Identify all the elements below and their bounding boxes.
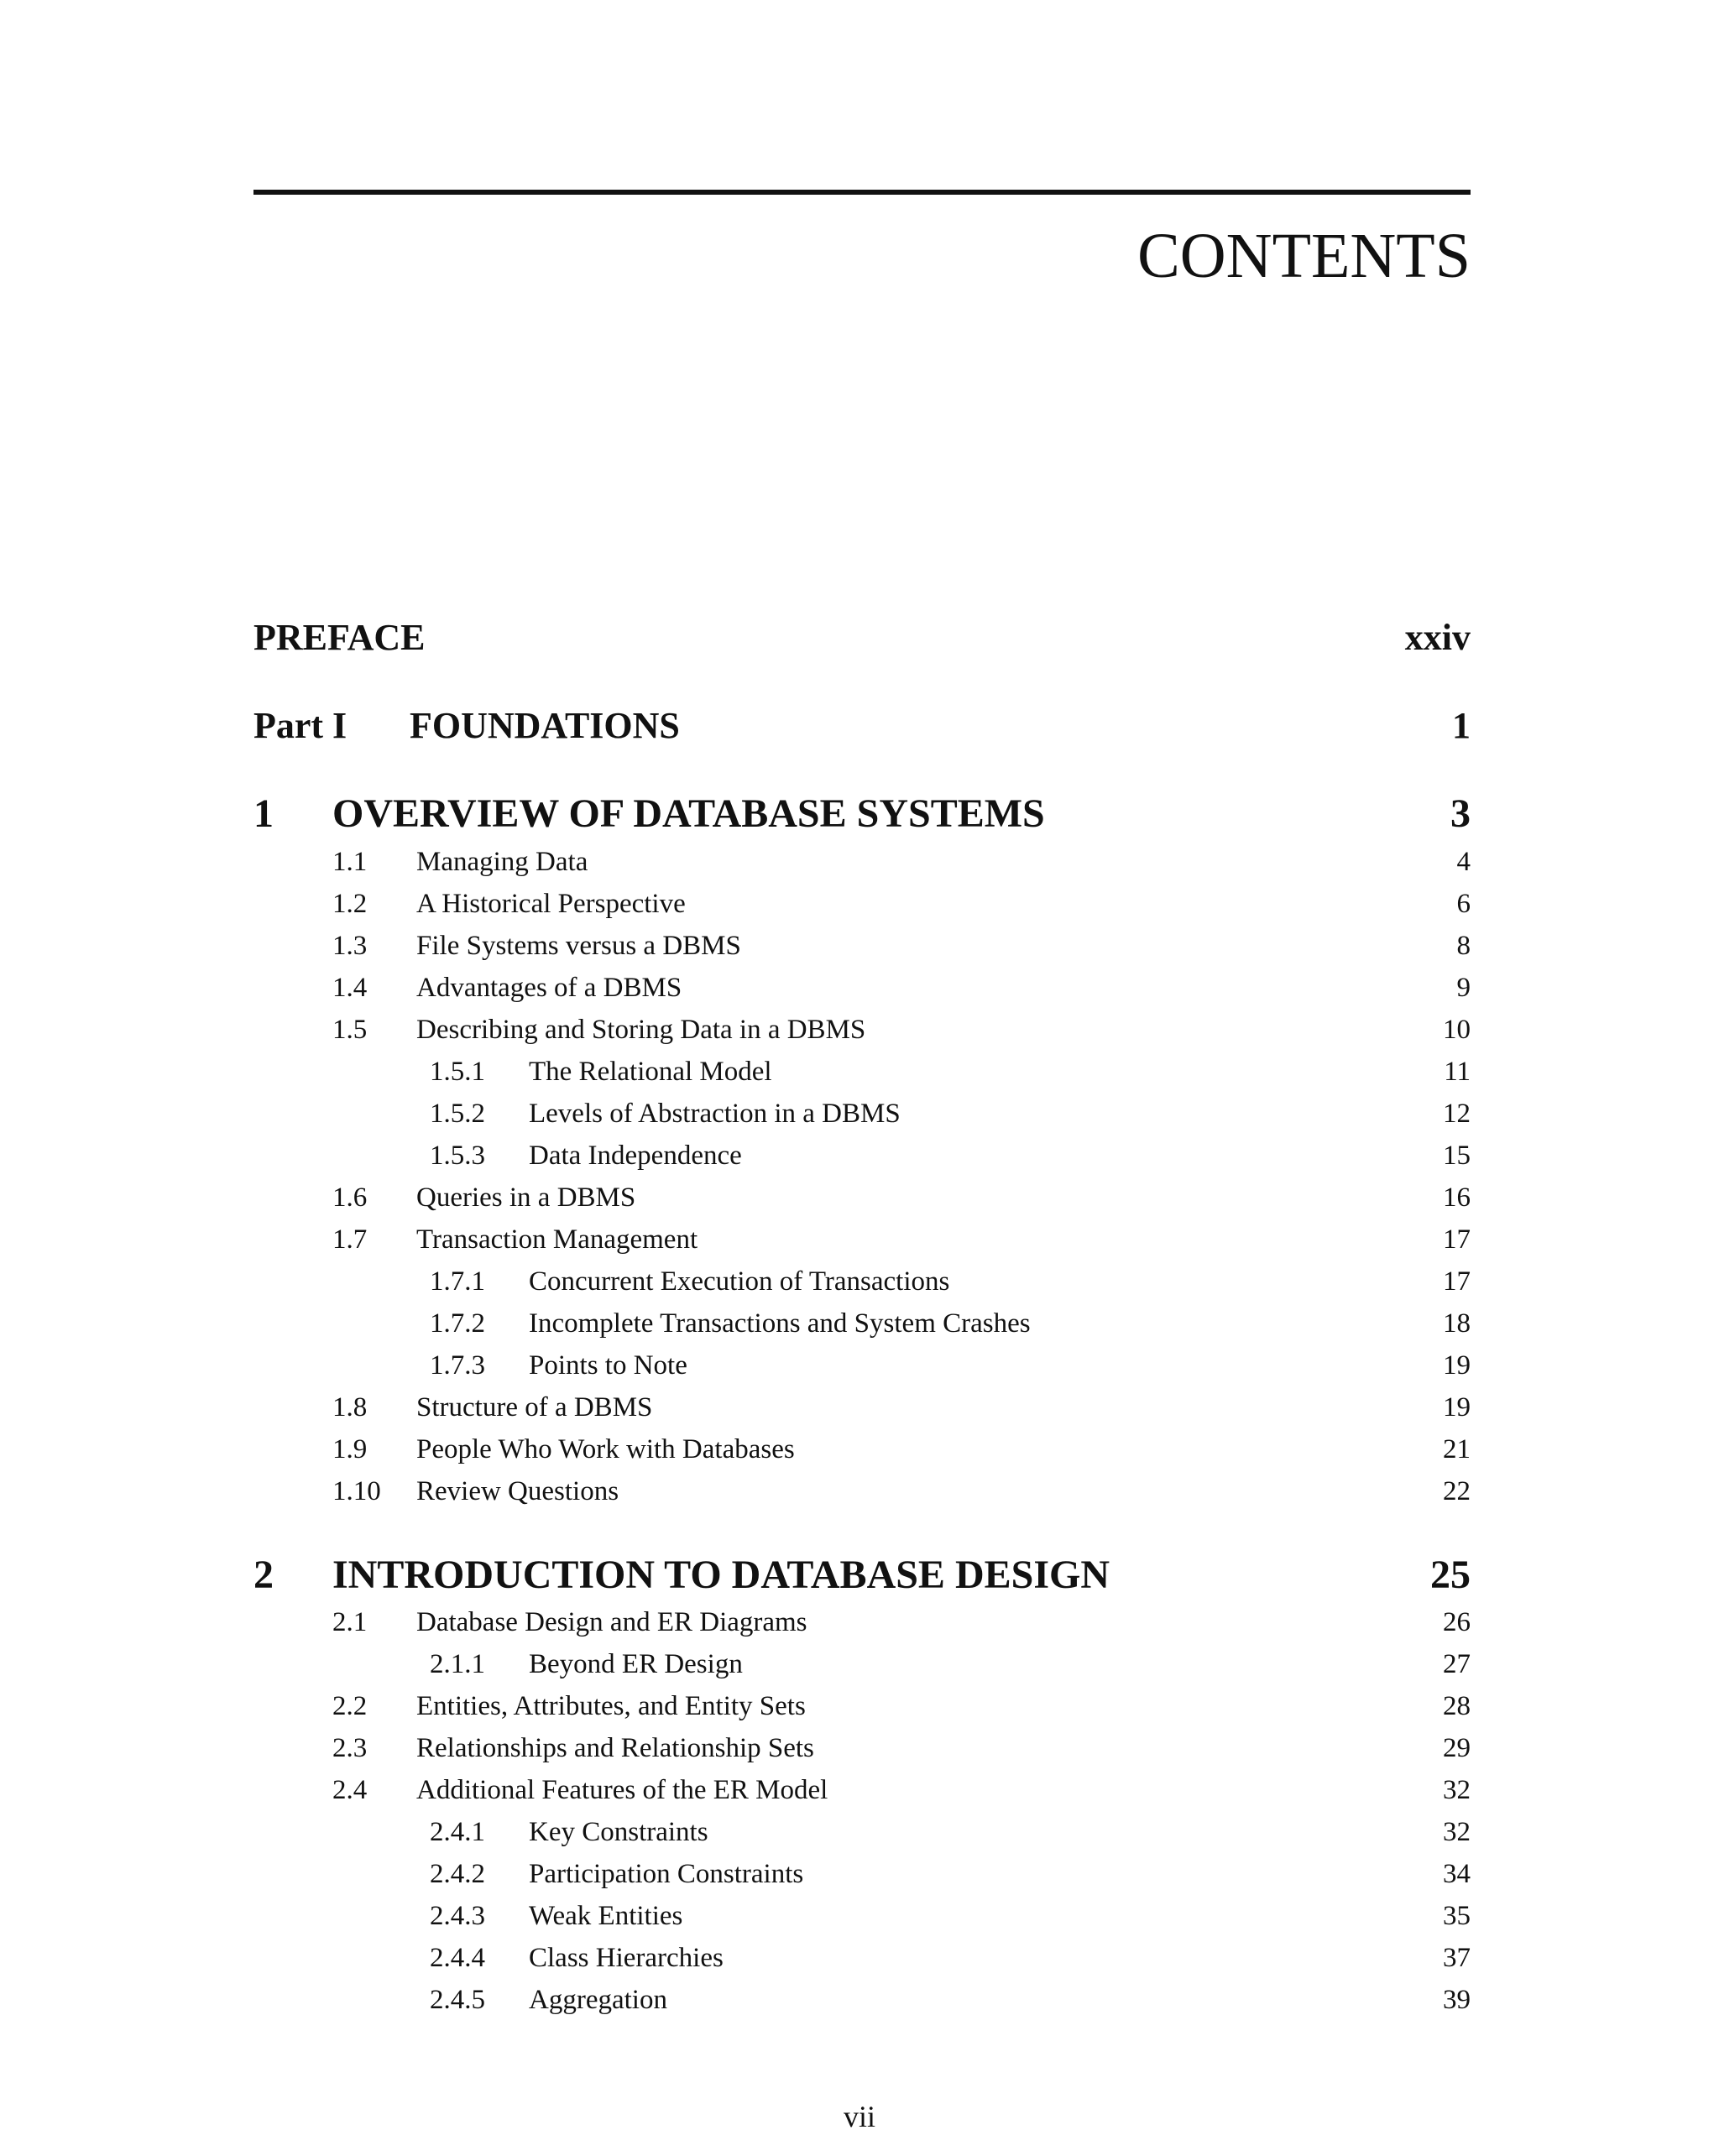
entry-title: Describing and Storing Data in a DBMS — [416, 1015, 866, 1045]
entry-page: 19 — [1443, 1392, 1471, 1423]
entry-title: Class Hierarchies — [529, 1943, 724, 1973]
entry-page: 10 — [1443, 1015, 1471, 1045]
entry-title: Review Questions — [416, 1476, 619, 1506]
entry-title: Concurrent Execution of Transactions — [529, 1266, 950, 1297]
entry-page: 28 — [1443, 1691, 1471, 1721]
entry-page: 6 — [1456, 889, 1471, 919]
entry-page: 4 — [1456, 847, 1471, 877]
entry-title: Weak Entities — [529, 1901, 683, 1931]
entry-title: Managing Data — [416, 847, 588, 877]
entry-page: 17 — [1443, 1224, 1471, 1255]
entry-number: 1.5.3 — [430, 1141, 485, 1171]
entry-title: Data Independence — [529, 1141, 742, 1171]
entry-number: 1.10 — [332, 1476, 381, 1506]
entry-page: 32 — [1443, 1817, 1471, 1847]
entry-number: 1.1 — [332, 847, 368, 877]
entry-number: 2.4.2 — [430, 1859, 485, 1889]
chapter-page: 3 — [1450, 791, 1471, 836]
entry-page: 16 — [1443, 1182, 1471, 1213]
chapter-page: 25 — [1430, 1553, 1471, 1597]
entry-page: 8 — [1456, 931, 1471, 961]
entry-number: 2.4.5 — [430, 1985, 485, 2015]
chapter-title: INTRODUCTION TO DATABASE DESIGN — [332, 1553, 1110, 1597]
entry-number: 2.3 — [332, 1733, 368, 1763]
entry-title: Levels of Abstraction in a DBMS — [529, 1099, 901, 1129]
entry-number: 1.7.1 — [430, 1266, 485, 1297]
entry-number: 2.4.4 — [430, 1943, 485, 1973]
entry-number: 1.3 — [332, 931, 368, 961]
preface-page: xxiv — [1404, 617, 1471, 658]
entry-title: The Relational Model — [529, 1057, 772, 1087]
entry-title: People Who Work with Databases — [416, 1434, 795, 1464]
entry-page: 26 — [1443, 1607, 1471, 1637]
chapter-number: 2 — [253, 1553, 274, 1597]
entry-title: Entities, Attributes, and Entity Sets — [416, 1691, 806, 1721]
header-rule — [253, 190, 1471, 195]
entry-number: 1.7.3 — [430, 1350, 485, 1381]
entry-number: 1.6 — [332, 1182, 368, 1213]
entry-number: 1.5.1 — [430, 1057, 485, 1087]
part-number: Part I — [253, 705, 347, 746]
entry-number: 2.1 — [332, 1607, 368, 1637]
entry-number: 1.7 — [332, 1224, 368, 1255]
entry-number: 1.5 — [332, 1015, 368, 1045]
entry-page: 19 — [1443, 1350, 1471, 1381]
chapter-title: OVERVIEW OF DATABASE SYSTEMS — [332, 791, 1045, 836]
entry-title: Queries in a DBMS — [416, 1182, 636, 1213]
entry-title: Participation Constraints — [529, 1859, 804, 1889]
part-page: 1 — [1452, 705, 1471, 746]
entry-page: 11 — [1444, 1057, 1471, 1087]
entry-number: 2.1.1 — [430, 1649, 485, 1679]
entry-number: 2.2 — [332, 1691, 368, 1721]
preface-label: PREFACE — [253, 617, 426, 658]
entry-page: 22 — [1443, 1476, 1471, 1506]
entry-page: 15 — [1443, 1141, 1471, 1171]
entry-title: Advantages of a DBMS — [416, 973, 682, 1003]
page-title: CONTENTS — [1137, 221, 1471, 291]
entry-title: Relationships and Relationship Sets — [416, 1733, 814, 1763]
chapter-number: 1 — [253, 791, 274, 836]
entry-number: 2.4 — [332, 1775, 368, 1805]
entry-title: A Historical Perspective — [416, 889, 686, 919]
entry-title: Transaction Management — [416, 1224, 698, 1255]
entry-page: 21 — [1443, 1434, 1471, 1464]
page-number: vii — [843, 2100, 875, 2133]
entry-number: 1.4 — [332, 973, 368, 1003]
part-title: FOUNDATIONS — [410, 705, 680, 746]
entry-title: File Systems versus a DBMS — [416, 931, 741, 961]
entry-page: 32 — [1443, 1775, 1471, 1805]
entry-page: 35 — [1443, 1901, 1471, 1931]
entry-page: 12 — [1443, 1099, 1471, 1129]
entry-page: 29 — [1443, 1733, 1471, 1763]
entry-page: 34 — [1443, 1859, 1471, 1889]
entry-number: 1.8 — [332, 1392, 368, 1423]
entry-page: 37 — [1443, 1943, 1471, 1973]
entry-title: Beyond ER Design — [529, 1649, 743, 1679]
entry-number: 2.4.1 — [430, 1817, 485, 1847]
entry-number: 2.4.3 — [430, 1901, 485, 1931]
entry-number: 1.2 — [332, 889, 368, 919]
entry-title: Structure of a DBMS — [416, 1392, 653, 1423]
entry-title: Incomplete Transactions and System Crashes — [529, 1308, 1031, 1339]
entry-title: Key Constraints — [529, 1817, 708, 1847]
entry-number: 1.5.2 — [430, 1099, 485, 1129]
entry-number: 1.7.2 — [430, 1308, 485, 1339]
entry-title: Aggregation — [529, 1985, 667, 2015]
entry-page: 9 — [1456, 973, 1471, 1003]
entry-page: 17 — [1443, 1266, 1471, 1297]
entry-title: Additional Features of the ER Model — [416, 1775, 828, 1805]
entry-page: 18 — [1443, 1308, 1471, 1339]
entry-page: 27 — [1443, 1649, 1471, 1679]
entry-title: Database Design and ER Diagrams — [416, 1607, 807, 1637]
entry-number: 1.9 — [332, 1434, 368, 1464]
entry-title: Points to Note — [529, 1350, 687, 1381]
entry-page: 39 — [1443, 1985, 1471, 2015]
